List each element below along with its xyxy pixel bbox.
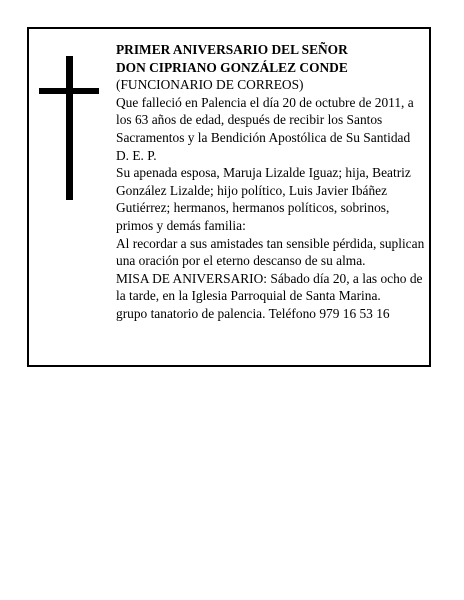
notice-mass-paragraph: MISA DE ANIVERSARIO: Sábado día 20, a las ocho de la tarde, en la Iglesia Parroquial de Santa Marina.	[116, 270, 423, 304]
obituary-notice	[27, 27, 431, 367]
notice-death-paragraph: Que falleció en Palencia el día 20 de octubre de 2011, a los 63 años de edad, después de recibir los Santos Sacramentos y la Bendición Apostólica de Su Santidad D. E. P.	[116, 94, 414, 163]
cross-horizontal-bar	[39, 88, 99, 94]
notice-request-paragraph: Al recordar a sus amistades tan sensible pérdida, suplican una oración por el eterno descanso de su alma.	[116, 235, 425, 269]
notice-funeral-home: grupo tanatorio de palencia. Teléfono 979 16 53 16	[116, 305, 390, 321]
notice-title-line-2: DON CIPRIANO GONZÁLEZ CONDE	[116, 59, 348, 75]
notice-text	[116, 41, 426, 323]
cross-vertical-bar	[66, 56, 73, 200]
notice-occupation: (FUNCIONARIO DE CORREOS)	[116, 77, 304, 93]
notice-title-line-1: PRIMER ANIVERSARIO DEL SEÑOR	[116, 42, 348, 57]
cross-icon	[39, 56, 99, 200]
notice-family-paragraph: Su apenada esposa, Maruja Lizalde Iguaz; hija, Beatriz González Lizalde; hijo político, Luis Javier Ibáñez Gutiérrez; hermanos, hermanos políticos, sobrinos, primos y demás familia:	[116, 165, 411, 233]
